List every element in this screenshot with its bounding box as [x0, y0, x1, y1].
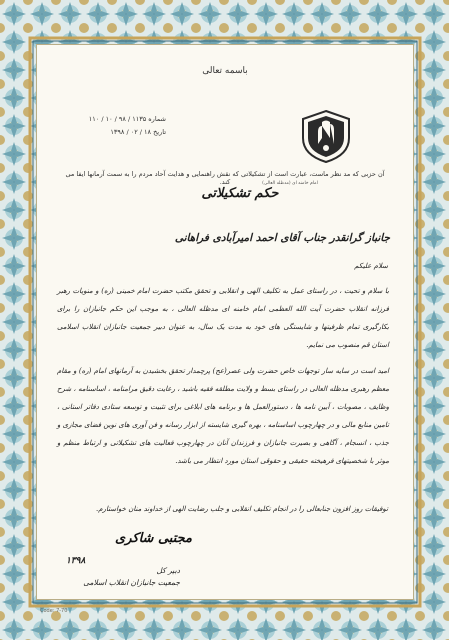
reference-number: شماره ۱۱۳۵ / ۹۸ / ۱۰ / ۱۱۰: [88, 115, 166, 123]
body-paragraph-1: با سلام و تحیت ، در راستای عمل به تکلیف الهی و انقلابی و تحقق مکتب حضرت امام خمینی (ره) و منویات رهبر فرزانه انقلاب حضرت آیت الله العظمی امام خامنه ای مدظله العالی ، به موجب این حکم جانبازان را برای بکارگیری تمام ظرفیتها و شایستگی های خود به مدت یک سال، به عنوان دبیر جمعیت جانبازان انقلاب اسلامی استان قم منصوب می نمایم.: [57, 287, 389, 349]
organization-emblem-icon: [298, 108, 354, 164]
recipient-line: جانباز گرانقدر جناب آقای احمد امیرآبادی فراهانی: [174, 232, 390, 244]
print-code: Code: 7-70: [40, 608, 68, 614]
invocation-heading: باسمه تعالی: [202, 66, 248, 76]
quote-source: امام خامنه ای (مدظله العالی): [262, 181, 318, 186]
leader-quote: آن حزبی که مد نظر ماست، عبارت است از تشکیلاتی که نقش راهنمایی و هدایت آحاد مردم را به سمت آرمانها ایفا می کند.: [65, 170, 385, 186]
signature-title-2: جمعیت جانبازان انقلاب اسلامی: [83, 578, 180, 587]
closing-line: توفیقات روز افزون جنابعالی را در انجام تکلیف انقلابی و جلب رضایت الهی از خداوند منان خواستارم.: [96, 505, 388, 513]
signature-name: مجتبی شاکری: [115, 531, 192, 546]
order-title: حکم تشکیلاتی: [201, 186, 279, 201]
greeting: سلام علیکم: [354, 262, 388, 270]
signature-year: ۱۳۹۸: [66, 556, 86, 566]
reference-date: تاریخ ۱۸ / ۰۲ / ۱۳۹۸: [110, 128, 166, 136]
body-paragraph-2: امید است در سایه سار توجهات خاص حضرت ولی عصر(عج) پرچمدار تحقق بخشیدن به آرمانهای امام (ره) و مقام معظم رهبری مدظله العالی در راستای بسط و ولایت مطلقه فقیه باشید ، رعایت دقیق مرامنامه ، اساسنامه ، شرح وظایف ، مصوبات ، آیین نامه ها ، دستورالعمل ها و برنامه های ابلاغی برای تثبیت و توسعه ستادی دفاتر استانی ، تامین منابع مالی و در چهارچوب اساسنامه ، بهره گیری شایسته از ابزار رسانه و فن آوری های نوین فضای مجازی و جذب ، انسجام ، آگاهی و بصیرت جانبازان و فرزندان آنان در چهارچوب فعالیت های تشکیلاتی و ارتباط منظم و موثر با شخصیتهای فرهیخته حقیقی و حقوقی استان مورد انتظار می باشد.: [57, 367, 389, 465]
signature-title-1: دبیر کل: [156, 566, 180, 575]
